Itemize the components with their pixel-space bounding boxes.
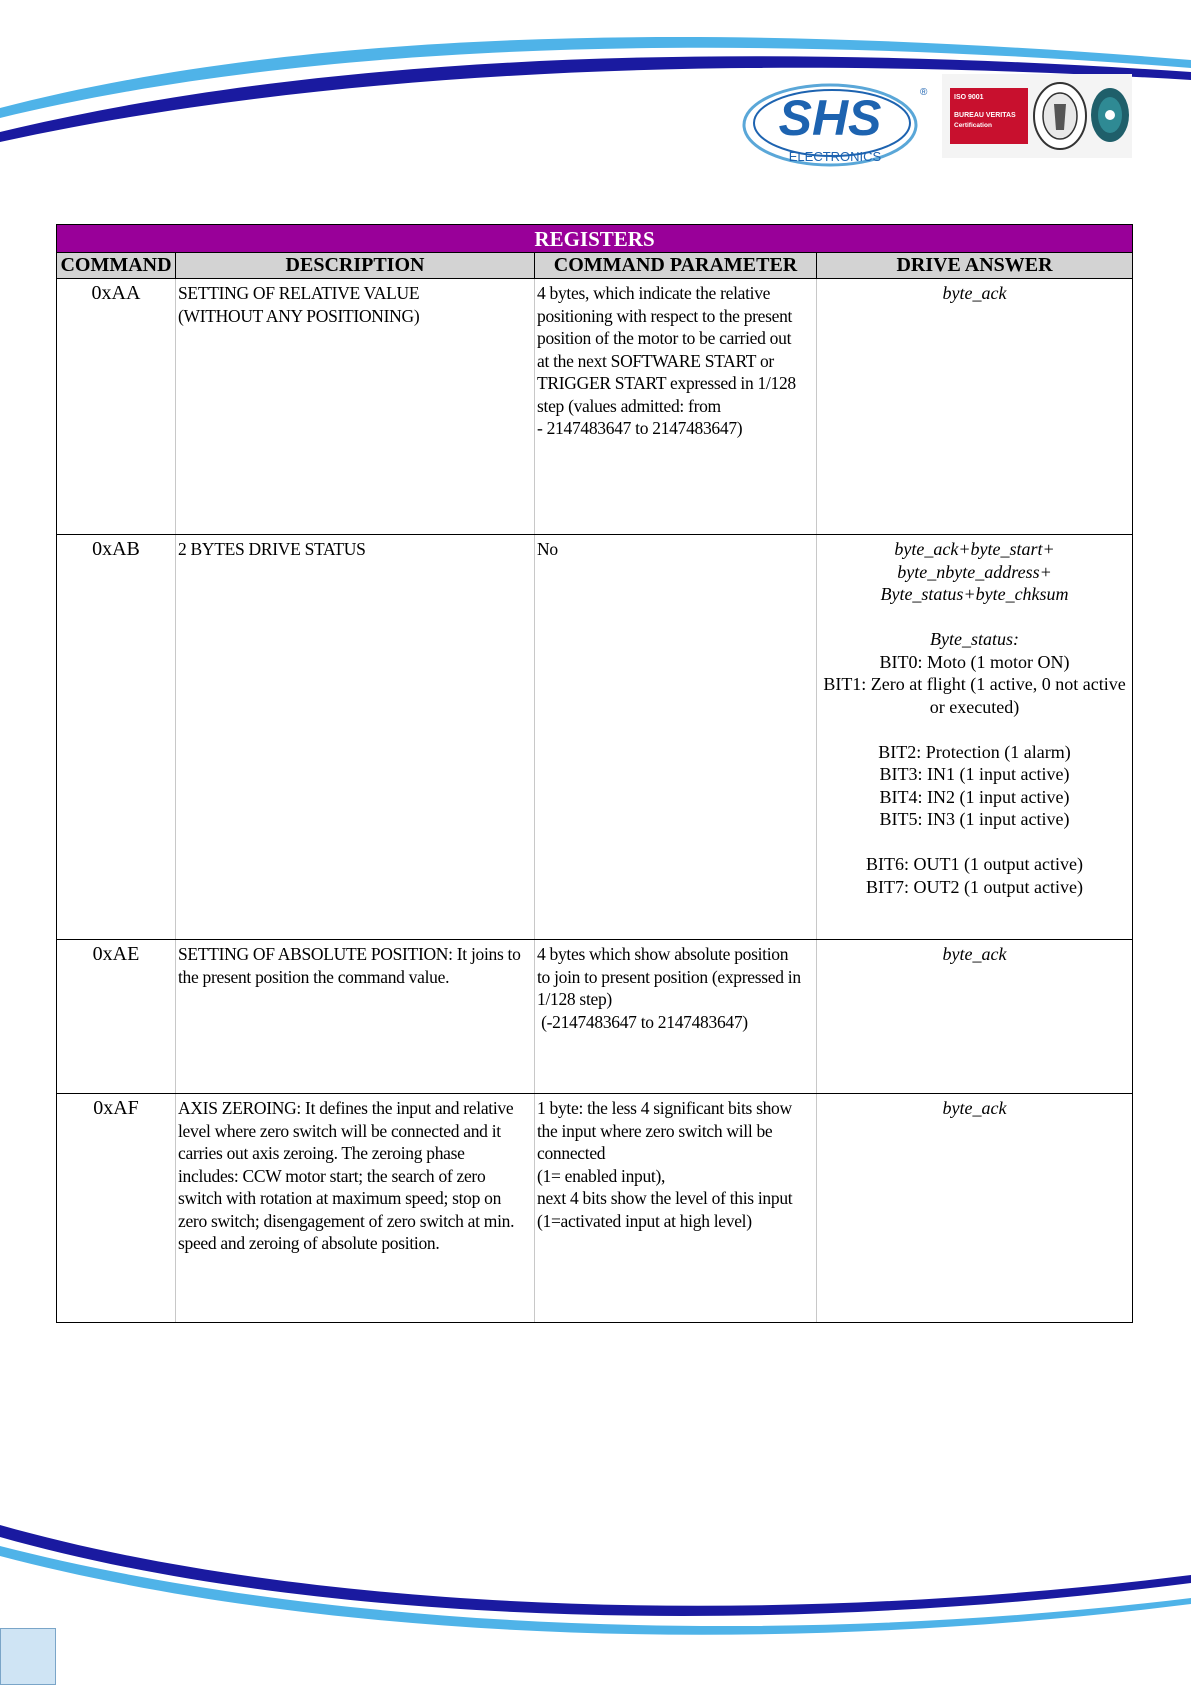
drive-answer-cell xyxy=(817,940,1133,1094)
answer-line: byte_nbyte_address+ xyxy=(897,561,1052,582)
answer-line: Byte_status: xyxy=(930,629,1019,649)
parameter-line: 1 byte: the less 4 significant bits show xyxy=(537,1098,792,1118)
column-header-command: COMMAND xyxy=(57,253,176,279)
description-line: AXIS ZEROING: It defines the input and relative xyxy=(178,1098,514,1118)
parameter-line: at the next SOFTWARE START or xyxy=(537,350,774,371)
answer-line: byte_ack+byte_start+ xyxy=(894,539,1055,559)
parameter-cell xyxy=(535,279,817,535)
description-cell xyxy=(176,940,535,1094)
logo-main-text: SHS xyxy=(778,90,882,146)
command-cell: 0xAB xyxy=(57,535,176,940)
certification-label: Certification xyxy=(954,122,992,129)
parameter-line: TRIGGER START expressed in 1/128 xyxy=(537,373,796,393)
bureau-veritas-label: BUREAU VERITAS xyxy=(954,112,1016,119)
page-number-box xyxy=(0,1628,56,1685)
answer-line: BIT6: OUT1 (1 output active) xyxy=(866,854,1083,874)
column-header-drive-answer: DRIVE ANSWER xyxy=(817,253,1133,279)
iso-label: ISO 9001 xyxy=(954,94,984,101)
answer-line: Byte_status+byte_chksum xyxy=(880,584,1069,604)
table-row xyxy=(57,1094,1133,1323)
registers-table xyxy=(56,224,1133,1323)
description-line: switch with rotation at maximum speed; stop on xyxy=(178,1188,502,1208)
table-title: REGISTERS xyxy=(57,225,1133,253)
parameter-line: - 2147483647 to 2147483647) xyxy=(537,418,743,438)
answer-line: BIT0: Moto (1 motor ON) xyxy=(879,651,1070,672)
certification-badge xyxy=(942,74,1132,158)
answer-line: BIT3: IN1 (1 input active) xyxy=(879,764,1070,784)
drive-answer-cell xyxy=(817,535,1133,940)
command-cell: 0xAA xyxy=(57,279,176,535)
parameter-line: positioning with respect to the present xyxy=(537,305,793,326)
answer-line: BIT4: IN2 (1 input active) xyxy=(879,786,1070,807)
parameter-line: No xyxy=(537,539,558,559)
bureau-veritas-box xyxy=(950,88,1028,144)
answer-line: BIT7: OUT2 (1 output active) xyxy=(866,876,1083,897)
description-cell xyxy=(176,1094,535,1323)
parameter-line: the input where zero switch will be xyxy=(537,1120,773,1141)
description-line: includes: CCW motor start; the search of zero xyxy=(178,1165,486,1186)
parameter-line: (-2147483647 to 2147483647) xyxy=(537,1011,748,1032)
answer-spacer xyxy=(819,606,1130,629)
description-line: level where zero switch will be connected and it xyxy=(178,1120,501,1141)
answer-line: BIT1: Zero at flight (1 active, 0 not active xyxy=(823,674,1126,694)
parameter-cell xyxy=(535,1094,817,1323)
parameter-line: (1= enabled input), xyxy=(537,1165,666,1186)
registered-mark: ® xyxy=(920,87,928,98)
parameter-line: connected xyxy=(537,1143,606,1163)
description-line: the present position the command value. xyxy=(178,966,450,987)
parameter-line: 4 bytes, which indicate the relative xyxy=(537,283,771,303)
answer-line: BIT2: Protection (1 alarm) xyxy=(878,741,1071,762)
accredia-logo-icon xyxy=(1090,86,1130,144)
description-line: SETTING OF ABSOLUTE POSITION: It joins to xyxy=(178,944,521,964)
parameter-line: (1=activated input at high level) xyxy=(537,1210,752,1231)
answer-line: or executed) xyxy=(929,696,1020,717)
parameter-line: to join to present position (expressed in xyxy=(537,966,801,987)
parameter-line: step (values admitted: from xyxy=(537,395,721,416)
column-header-description: DESCRIPTION xyxy=(176,253,535,279)
answer-line: byte_ack xyxy=(942,1098,1007,1118)
parameter-cell xyxy=(535,940,817,1094)
description-cell xyxy=(176,535,535,940)
parameter-line: next 4 bits show the level of this input xyxy=(537,1188,793,1208)
column-header-command-parameter: COMMAND PARAMETER xyxy=(535,253,817,279)
description-line: (WITHOUT ANY POSITIONING) xyxy=(178,305,420,326)
table-row xyxy=(57,535,1133,940)
answer-spacer xyxy=(819,831,1130,854)
command-cell: 0xAE xyxy=(57,940,176,1094)
parameter-line: 1/128 step) xyxy=(537,989,612,1009)
table-row xyxy=(57,940,1133,1094)
bottom-swoosh-decoration xyxy=(0,1500,1191,1685)
answer-line: byte_ack xyxy=(942,283,1007,303)
description-line: carries out axis zeroing. The zeroing phase xyxy=(178,1143,465,1163)
shs-electronics-logo xyxy=(740,75,940,175)
description-line: SETTING OF RELATIVE VALUE xyxy=(178,283,420,303)
description-line: zero switch; disengagement of zero switch at min. xyxy=(178,1210,515,1231)
drive-answer-cell xyxy=(817,279,1133,535)
answer-line: byte_ack xyxy=(942,944,1007,964)
description-cell xyxy=(176,279,535,535)
parameter-line: 4 bytes which show absolute position xyxy=(537,944,789,964)
answer-spacer xyxy=(819,718,1130,741)
description-line: speed and zeroing of absolute position. xyxy=(178,1233,440,1253)
bureau-veritas-seal-icon xyxy=(1032,80,1088,152)
parameter-cell xyxy=(535,535,817,940)
command-cell: 0xAF xyxy=(57,1094,176,1323)
answer-line: BIT5: IN3 (1 input active) xyxy=(879,809,1070,829)
table-row xyxy=(57,279,1133,535)
description-line: 2 BYTES DRIVE STATUS xyxy=(178,539,366,559)
drive-answer-cell xyxy=(817,1094,1133,1323)
logo-sub-text: ELECTRONICS xyxy=(788,149,882,164)
parameter-line: position of the motor to be carried out xyxy=(537,328,792,348)
